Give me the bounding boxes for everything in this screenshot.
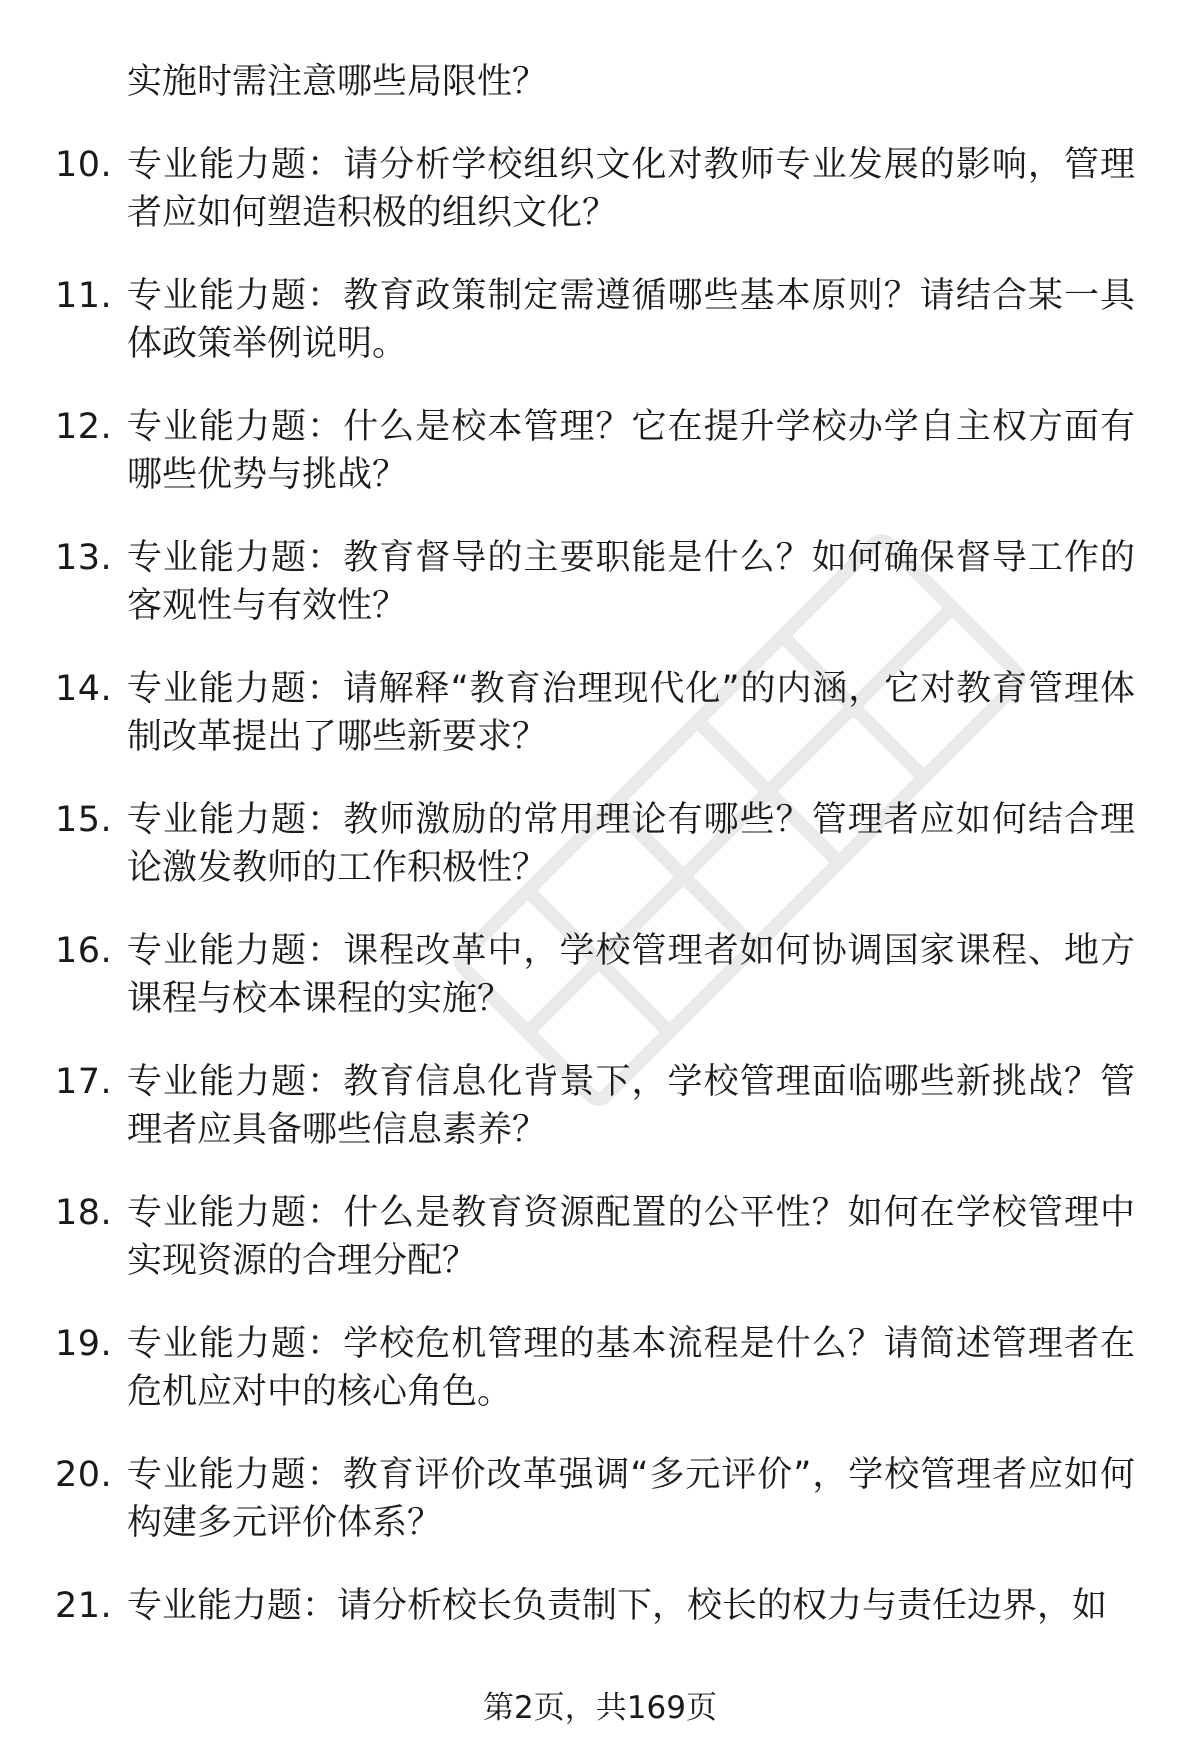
- list-item-number: 21.: [55, 1586, 113, 1626]
- list-item-text: 专业能力题：请解释“教育治理现代化”的内涵，它对教育管理体制改革提出了哪些新要求？: [127, 669, 1135, 757]
- list-item-number: 13.: [55, 538, 113, 578]
- list-item-text: 专业能力题：教育政策制定需遵循哪些基本原则？请结合某一具体政策举例说明。: [127, 276, 1135, 364]
- list-item-text: 专业能力题：什么是校本管理？它在提升学校办学自主权方面有哪些优势与挑战？: [127, 407, 1135, 495]
- list-item-number: 12.: [55, 407, 113, 447]
- list-item: [55, 1189, 1135, 1285]
- list-item: [55, 665, 1135, 761]
- list-item: [55, 272, 1135, 368]
- list-item: [55, 141, 1135, 237]
- list-item-text: 专业能力题：请分析校长负责制下，校长的权力与责任边界，如: [127, 1586, 1108, 1626]
- list-item: [55, 1582, 1135, 1630]
- list-item-text: 专业能力题：教育评价改革强调“多元评价”，学校管理者应如何构建多元评价体系？: [127, 1455, 1135, 1543]
- list-item-text: 专业能力题：教师激励的常用理论有哪些？管理者应如何结合理论激发教师的工作积极性？: [127, 800, 1135, 888]
- list-item-number: 17.: [55, 1062, 113, 1102]
- list-item: [55, 1320, 1135, 1416]
- list-item-number: 20.: [55, 1455, 113, 1495]
- list-item-number: 19.: [55, 1324, 113, 1364]
- list-item: [55, 403, 1135, 499]
- list-item-text: 专业能力题：请分析学校组织文化对教师专业发展的影响，管理者应如何塑造积极的组织文化？: [127, 145, 1135, 233]
- list-item-number: 10.: [55, 145, 113, 185]
- question-list: [55, 58, 1135, 1665]
- list-item-number: 11.: [55, 276, 113, 316]
- list-item-text: 专业能力题：学校危机管理的基本流程是什么？请简述管理者在危机应对中的核心角色。: [127, 1324, 1135, 1412]
- list-item-number: 15.: [55, 800, 113, 840]
- list-item-text: 专业能力题：教育信息化背景下，学校管理面临哪些新挑战？管理者应具备哪些信息素养？: [127, 1062, 1135, 1150]
- list-item: [55, 534, 1135, 630]
- list-item-number-placeholder: [55, 58, 127, 106]
- list-item-number: 18.: [55, 1193, 113, 1233]
- list-item-text: 专业能力题：什么是教育资源配置的公平性？如何在学校管理中实现资源的合理分配？: [127, 1193, 1135, 1281]
- list-item-number: 14.: [55, 669, 113, 709]
- list-item: [55, 1451, 1135, 1547]
- list-item: [55, 1058, 1135, 1154]
- list-item-text: 专业能力题：课程改革中，学校管理者如何协调国家课程、地方课程与校本课程的实施？: [127, 931, 1135, 1019]
- list-item: [55, 927, 1135, 1023]
- list-item-text: 专业能力题：教育督导的主要职能是什么？如何确保督导工作的客观性与有效性？: [127, 538, 1135, 626]
- list-item: [55, 796, 1135, 892]
- list-item-continuation: [55, 58, 1135, 106]
- page-number-footer: 第2页，共169页: [483, 1690, 717, 1726]
- list-item-number: 16.: [55, 931, 113, 971]
- list-item-text: 实施时需注意哪些局限性？: [127, 62, 548, 102]
